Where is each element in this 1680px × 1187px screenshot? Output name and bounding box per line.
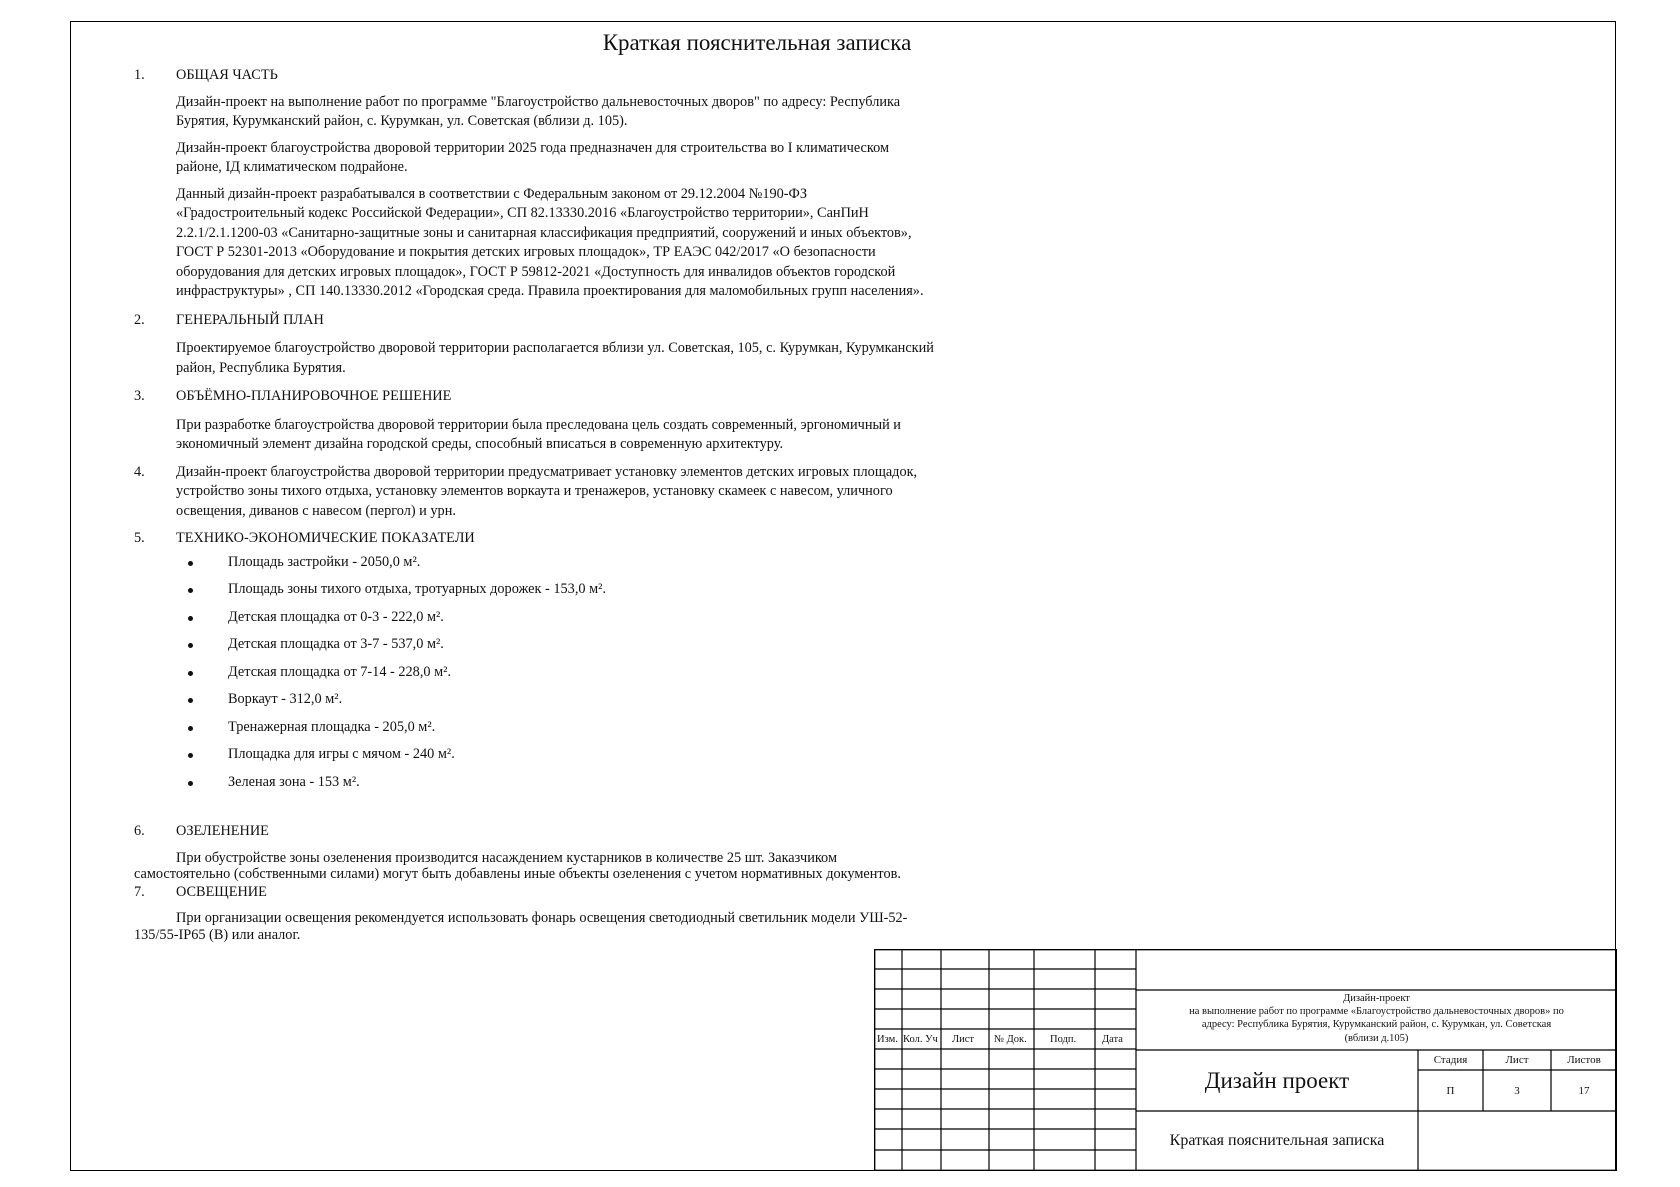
stamp-sheets-label: Листов xyxy=(1567,1054,1601,1066)
list-item: Площадь зоны тихого отдыха, тротуарных дорожек - 153,0 м². xyxy=(188,580,934,600)
section-1-paragraph-3: Данный дизайн-проект разрабатывался в соответствии с Федеральным законом от 29.12.2004 №190-ФЗ «Градостроительный кодекс Российской Федерации», СП 82.13330.2016 «Благоустройство территории», СанПиН 2.2.1/2.1.1200-03 «Санитарно-защитные зоны и санитарная классификация предприятий, сооружений и иных объектов», ГОСТ Р 52301-2013 «Оборудование и покрытия детских игровых площадок», ТР ЕАЭС 042/2017 «О безопасности оборудования для детских игровых площадок», ГОСТ Р 59812-2021 «Доступность для инвалидов объектов городской инфраструктуры» , СП 140.13330.2012 «Городская среда. Правила проектирования для маломобильных групп населения». xyxy=(176,185,924,299)
section-2-heading: 2. ГЕНЕРАЛЬНЫЙ ПЛАН xyxy=(134,311,324,328)
section-6-paragraph: При обустройстве зоны озеленения производится насаждением кустарников в количестве 25 шт. Заказчиком самостоятельно (собственными силами) могут быть добавлены иные объекты озеленения с учетом нормативных документов. xyxy=(134,849,901,882)
stamp-col-izm: Изм. xyxy=(877,1034,898,1045)
section-4: 4. Дизайн-проект благоустройства дворовой территории предусматривает установку элементов детских игровых площадок, устройство зоны тихого отдыха, установку элементов воркаута и тренажеров, установку скамеек с навесом, уличного освещения, диванов с навесом (пергол) и урн. xyxy=(134,463,918,519)
list-item: Детская площадка от 0-3 - 222,0 м². xyxy=(188,608,934,628)
bullet-icon xyxy=(188,671,193,676)
bullet-icon xyxy=(188,588,193,593)
page-title: Краткая пояснительная записка xyxy=(602,30,912,55)
stamp-design-title: Дизайн проект xyxy=(1204,1067,1350,1093)
bullet-icon xyxy=(188,698,193,703)
bullet-icon xyxy=(188,643,193,648)
stamp-sheet-label: Лист xyxy=(1505,1054,1529,1066)
stamp-stage-value: П xyxy=(1446,1084,1455,1097)
stamp-project-description: Дизайн-проект на выполнение работ по программе «Благоустройство дальневосточных дворов» по адресу: Республика Бурятия, Курумканский район, с. Курумкан, ул. Советская (вблизи д.105) xyxy=(1189,993,1564,1044)
explanatory-note-body xyxy=(134,66,934,944)
indicators-list xyxy=(188,553,934,793)
bullet-icon xyxy=(188,753,193,758)
bullet-icon xyxy=(188,616,193,621)
section-5-heading: 5. ТЕХНИКО-ЭКОНОМИЧЕСКИЕ ПОКАЗАТЕЛИ xyxy=(134,530,475,546)
title-block-stamp xyxy=(874,949,1617,1171)
bullet-icon xyxy=(188,561,193,566)
section-7-heading: 7. ОСВЕЩЕНИЕ xyxy=(134,883,267,900)
section-6-heading: 6. ОЗЕЛЕНЕНИЕ xyxy=(134,823,269,839)
stamp-col-doc-number: № Док. xyxy=(994,1034,1027,1045)
list-item: Воркаут - 312,0 м². xyxy=(188,690,934,710)
list-item: Детская площадка от 7-14 - 228,0 м². xyxy=(188,663,934,683)
section-1-paragraph-1: Дизайн-проект на выполнение работ по программе "Благоустройство дальневосточных дворов" по адресу: Республика Бурятия, Курумканский район, с. Курумкан, ул. Советская (вблизи д. 105). xyxy=(176,93,901,129)
stamp-sheet-value: 3 xyxy=(1514,1084,1520,1097)
section-1-paragraph-2: Дизайн-проект благоустройства дворовой территории 2025 года предназначен для строительства во I климатическом районе, IД климатическом подрайоне. xyxy=(176,139,890,175)
stamp-stage-label: Стадия xyxy=(1433,1054,1468,1066)
list-item: Площадь застройки - 2050,0 м². xyxy=(188,553,934,573)
bullet-icon xyxy=(188,781,193,786)
section-7-paragraph: При организации освещения рекомендуется использовать фонарь освещения светодиодный светильник модели УШ-52-135/55-IP65 (В) или аналог. xyxy=(134,910,908,943)
list-item: Площадка для игры с мячом - 240 м². xyxy=(188,745,934,765)
list-item: Зеленая зона - 153 м². xyxy=(188,773,934,793)
section-3-heading: 3. ОБЪЁМНО-ПЛАНИРОВОЧНОЕ РЕШЕНИЕ xyxy=(134,388,452,404)
list-item: Тренажерная площадка - 205,0 м². xyxy=(188,718,934,738)
section-1-heading: 1. ОБЩАЯ ЧАСТЬ xyxy=(134,67,278,83)
stamp-col-list: Лист xyxy=(952,1034,974,1045)
bullet-icon xyxy=(188,726,193,731)
stamp-col-signature: Подп. xyxy=(1050,1034,1077,1045)
list-item: Детская площадка от 3-7 - 537,0 м². xyxy=(188,635,934,655)
stamp-sheets-value: 17 xyxy=(1578,1084,1590,1097)
stamp-col-date: Дата xyxy=(1102,1034,1123,1045)
stamp-col-kol-uch: Кол. Уч xyxy=(903,1034,938,1045)
section-2-paragraph: Проектируемое благоустройство дворовой территории располагается вблизи ул. Советская, 105, с. Курумкан, Курумканский район, Республика Бурятия. xyxy=(176,340,934,376)
stamp-sheet-title: Краткая пояснительная записка xyxy=(1169,1132,1385,1149)
section-3-paragraph: При разработке благоустройства дворовой территории была преследована цель создать современный, эргономичный и экономичный элемент дизайна городской среды, способный вписаться в современную архитектуру. xyxy=(176,416,901,452)
